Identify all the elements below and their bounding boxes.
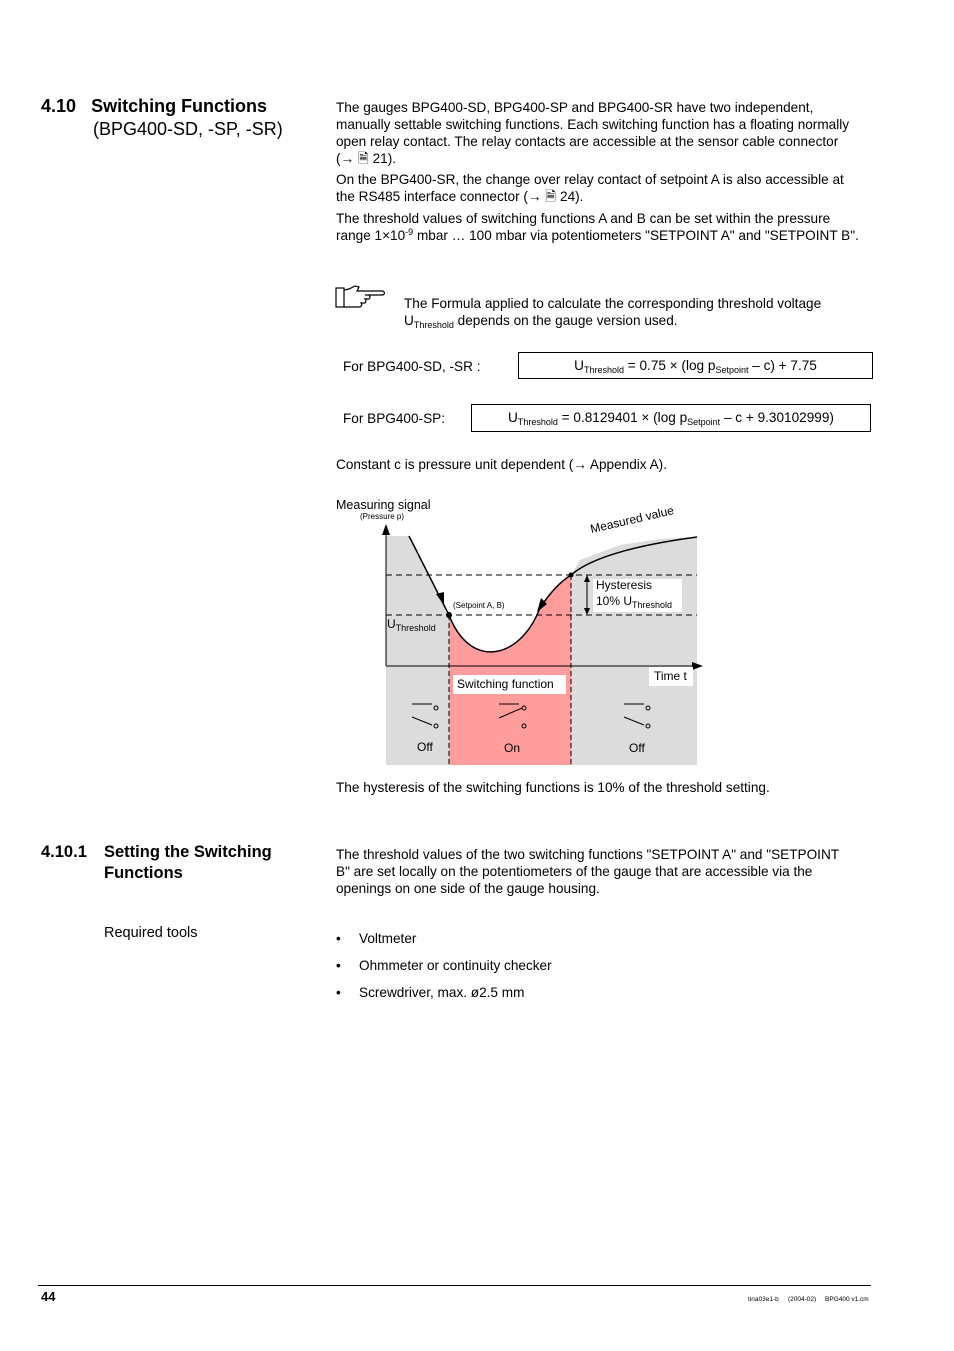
pointing-hand-icon — [335, 285, 387, 316]
footer-file: BPG400 v1.cm — [825, 1296, 869, 1303]
intro-paragraph-3: The threshold values of switching functions A and B can be set within the pressure range $1\times 10^{-9}$ mbar … 100 mbar via potentiometers "SETPOINT A" and "SETPOINT B". — [336, 211, 859, 243]
section-title: Switching Functions — [91, 96, 268, 116]
hysteresis-dot — [569, 573, 574, 578]
setpoint-label: (Setpoint A, B) — [453, 601, 505, 610]
section-subtitle: (BPG400-SD, -SP, -SR) — [93, 119, 283, 139]
red-region-curve — [449, 575, 571, 666]
state-label-on: On — [504, 741, 521, 755]
switching-diagram — [330, 520, 720, 770]
intro-paragraph-2: On the BPG400-SR, the change over relay contact of setpoint A is also accessible at the RS485 interface connector (→ 🗎 24). — [336, 172, 844, 204]
grey-region-left — [386, 536, 449, 666]
state-label-off-right: Off — [629, 741, 645, 755]
tool-item: • Ohmmeter or continuity checker — [336, 958, 552, 973]
hysteresis-label: Hysteresis — [596, 578, 653, 592]
y-axis-arrow — [382, 524, 390, 535]
tools-label: Required tools — [104, 925, 198, 941]
footer-doc-id: tina03e1-b — [748, 1296, 779, 1303]
switching-function-label: Switching function — [457, 677, 554, 691]
subsection-title: Setting the Switching Functions — [104, 843, 272, 882]
note-text: The Formula applied to calculate the corresponding threshold voltage $U_{Threshold}$ depends on the gauge version used. — [404, 296, 822, 330]
section-heading — [41, 95, 267, 117]
constant-note: Constant c is pressure unit dependent (→ Appendix A). — [336, 457, 667, 472]
hysteresis-value: 10% $U_{Threshold}$ — [596, 594, 673, 610]
section-number: 4.10 — [41, 96, 77, 116]
page-number: 44 — [41, 1289, 56, 1304]
setpoint-dot — [446, 612, 452, 618]
x-axis-arrow — [692, 662, 703, 670]
footer-date: (2004-02) — [788, 1296, 817, 1303]
y-axis-sublabel: (Pressure p) — [360, 512, 405, 521]
formula-label-sp: For BPG400-SP: — [343, 411, 445, 426]
tool-item: • Voltmeter — [336, 931, 417, 946]
tool-item: • Screwdriver, max. ø2.5 mm — [336, 985, 525, 1000]
footer-rule — [38, 1285, 871, 1286]
formula-box-sd-sr: $U_{Threshold} = 0.75 \times (\log$ $p_{Setpoint} - c) + 7.75$ — [518, 352, 873, 379]
state-label-off-left: Off — [417, 740, 433, 754]
hysteresis-note: The hysteresis of the switching functions is 10% of the threshold setting. — [336, 780, 770, 795]
curve-label: Measured value — [588, 503, 676, 536]
formula-label-sd-sr: For BPG400-SD, -SR : — [343, 359, 481, 374]
subsection-number: 4.10.1 — [41, 843, 87, 861]
formula-box-sp: $U_{Threshold} = 0.8129401 \times (\log$ $p_{Setpoint} - c + 9.30102999$) — [471, 404, 871, 432]
intro-paragraph-1: The gauges BPG400-SD, BPG400-SP and BPG400-SR have two independent, manually settable switching functions. Each switching function has a floating normally open relay contact. The relay contacts are accessible at the sensor cable connector (→ 🗎 21). — [336, 100, 850, 166]
x-axis-label: Time t — [654, 669, 687, 683]
subsection-text: The threshold values of the two switching functions "SETPOINT A" and "SETPOINT B" are set locally on the potentiometers of the gauge that are accessible via the openings on one side of the gauge housing. — [336, 847, 839, 896]
y-axis-label: Measuring signal — [336, 498, 431, 512]
threshold-label: $U_{Threshold}$ — [387, 617, 436, 633]
